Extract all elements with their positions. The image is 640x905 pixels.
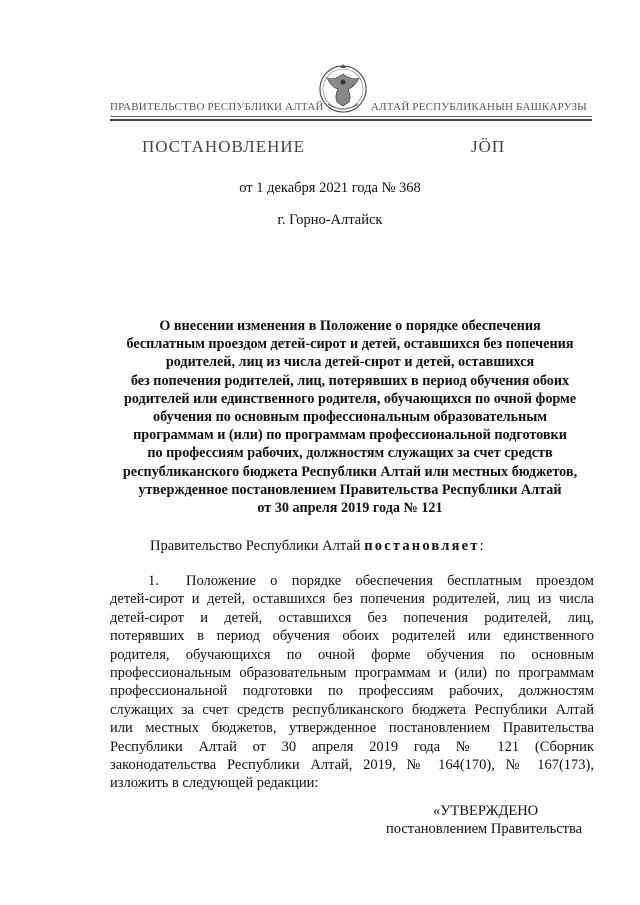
paragraph-number: 1. [148,573,159,589]
paragraph-line: или местных бюджетов, утвержденное постановлением Правительства [110,720,594,737]
document-date-number: от 1 декабря 2021 года № 368 [239,180,421,196]
document-city: г. Горно-Алтайск [277,212,383,228]
title-line: бесплатным проездом детей-сирот и детей, оставшихся без попечения [126,336,574,353]
title-line: республиканского бюджета Республики Алтай или местных бюджетов, [122,463,578,480]
title-line: по профессиям рабочих, должностям служащих за счет средств [147,445,553,462]
paragraph-line [110,572,594,590]
document-type-ru: ПОСТАНОВЛЕНИЕ [142,137,306,156]
decree-verb: постановляет [364,538,480,554]
paragraph-line: профессиональным образовательным программам и (или) по программам [110,665,594,682]
decree-colon: : [479,538,484,554]
title-line: родителей, лиц из числа детей-сирот и детей, оставшихся [165,354,535,371]
approval-stamp-by: постановлением Правительства [386,821,583,837]
paragraph-line: профессиональной подготовки по профессиям рабочих, должностям [110,683,594,700]
document-title [108,317,592,517]
government-name-ru: ПРАВИТЕЛЬСТВО РЕСПУБЛИКИ АЛТАЙ [110,101,324,113]
paragraph-line: потерявших в период обучения обоих родителей или единственного [110,628,594,645]
title-line: обучения по основным профессиональным образовательным [152,409,548,426]
title-line: утвержденное постановлением Правительства Республики Алтай [138,481,562,498]
paragraph-1 [110,572,594,793]
title-line: программам и (или) по программам профессиональной подготовки [133,427,567,444]
document-type-altai: ЈӦП [471,137,506,156]
title-line: от 30 апреля 2019 года № 121 [257,500,443,517]
government-name-altai: АЛТАЙ РЕСПУБЛИКАНЫН БАШКАРУЗЫ [371,101,587,113]
header-rule-thin [110,116,592,117]
decree-subject: Правительство Республики Алтай [150,538,361,554]
paragraph-line: детей-сирот и детей, оставшихся без попечения родителей, лиц, [110,609,594,626]
title-line: родителей или единственного родителя, обучающихся по очной форме [123,390,577,407]
paragraph-line: родителя, обучающихся по очной форме обучения по основным [110,646,594,663]
paragraph-line: изложить в следующей редакции: [110,775,319,792]
paragraph-line: служащих за счет средств республиканского бюджета Республики Алтай [110,701,594,718]
paragraph-line: детей-сирот и детей, оставшихся без попечения родителей, лиц из числа [110,591,594,608]
paragraph-line: законодательства Республики Алтай, 2019, № 164(170), № 167(173), [110,757,594,774]
paragraph-line-text: Положение о порядке обеспечения бесплатным проездом [186,573,594,589]
title-line: без попечения родителей, лиц, потерявших в период обучения обоих [130,372,570,389]
title-line: О внесении изменения в Положение о порядке обеспечения [159,318,541,334]
approval-stamp-title: «УТВЕРЖДЕНО [433,803,539,819]
altai-republic-emblem-icon [318,62,368,118]
decree-intro [150,538,484,555]
paragraph-line: Республики Алтай от 30 апреля 2019 года № 121 (Сборник [110,738,594,755]
header-rule-thick [110,119,592,121]
